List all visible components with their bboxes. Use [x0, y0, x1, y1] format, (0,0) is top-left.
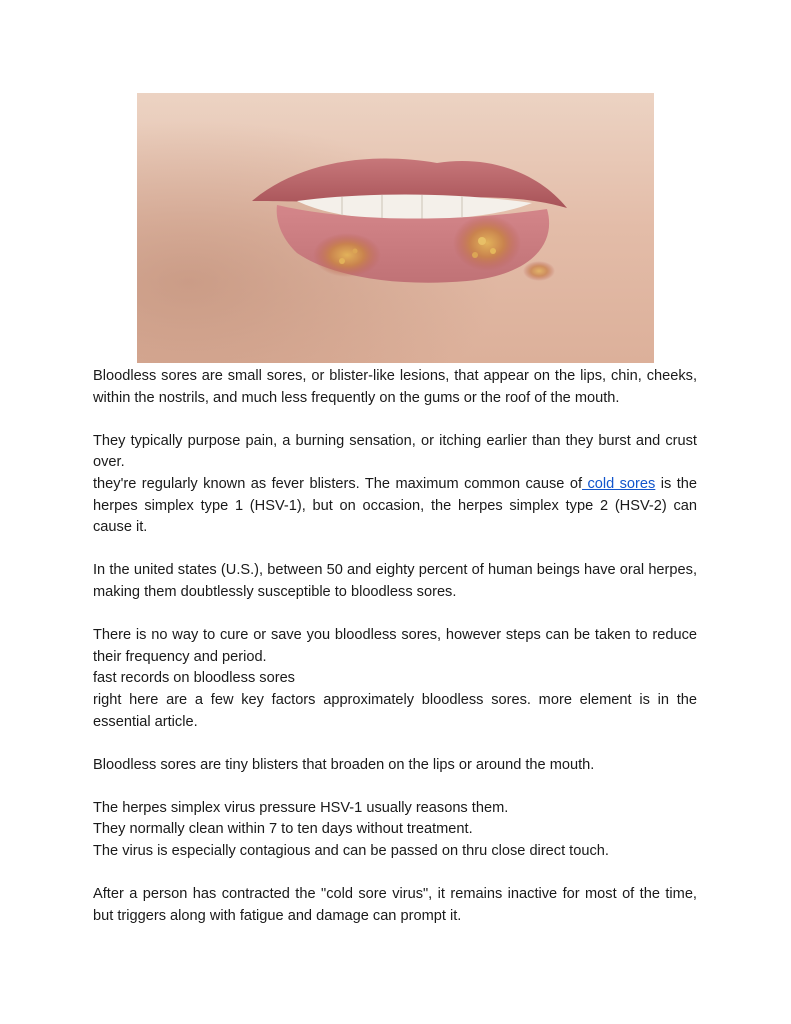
- paragraph-triggers: After a person has contracted the "cold sore virus", it remains inactive for most of the time, but triggers along with fatigue and damage can prompt it.: [93, 886, 697, 924]
- paragraph-key-factors: right here are a few key factors approximately bloodless sores. more element is in the essential article.: [93, 691, 697, 730]
- paragraph-intro: Bloodless sores are small sores, or blister-like lesions, that appear on the lips, chin, cheeks, within the nostrils, and much less frequently on the gums or the roof of the mouth.: [93, 368, 697, 406]
- paragraph-symptoms: They typically purpose pain, a burning sensation, or itching earlier than they burst and crust over.: [93, 432, 697, 471]
- paragraph-virus: The herpes simplex virus pressure HSV-1 usually reasons them.: [93, 799, 509, 816]
- causes-text-before: they're regularly known as fever blisters. The maximum common cause of: [93, 475, 583, 492]
- paragraph-contagious: The virus is especially contagious and can be passed on thru close direct touch.: [93, 843, 609, 860]
- cold-sores-link[interactable]: cold sores: [582, 475, 656, 492]
- article-body: [93, 366, 697, 927]
- paragraph-healing: They normally clean within 7 to ten days without treatment.: [93, 821, 473, 838]
- lips-cold-sore-photo: [137, 93, 654, 363]
- paragraph-causes: [93, 474, 697, 539]
- subheading-fast-records: fast records on bloodless sores: [93, 670, 295, 687]
- paragraph-prevalence: In the united states (U.S.), between 50 and eighty percent of human beings have oral herpes, making them doubtlessly susceptible to bloodless sores.: [93, 562, 697, 600]
- causes-text-after: is the herpes simplex type 1 (HSV-1), but on occasion, the herpes simplex type 2 (HSV-2) can cause it.: [93, 475, 697, 536]
- paragraph-cure: There is no way to cure or save you bloodless sores, however steps can be taken to reduce their frequency and period.: [93, 627, 697, 665]
- lips-illustration: [137, 93, 654, 363]
- paragraph-blisters: Bloodless sores are tiny blisters that broaden on the lips or around the mouth.: [93, 756, 595, 773]
